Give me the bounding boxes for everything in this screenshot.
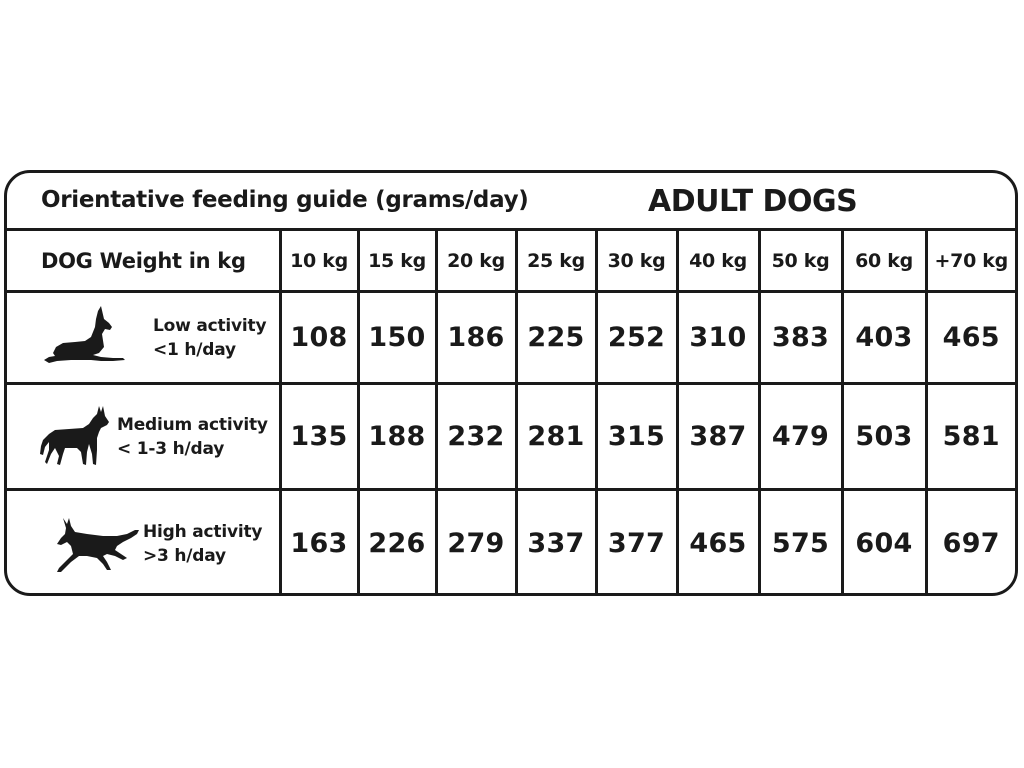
lying-dog-icon xyxy=(41,303,153,373)
feeding-value: 377 xyxy=(596,490,677,596)
weight-header-cell: 25 kg xyxy=(516,230,596,292)
feeding-value: 337 xyxy=(516,490,596,596)
standing-dog-icon xyxy=(37,402,113,472)
weight-header-row xyxy=(7,230,1015,292)
feeding-value: 697 xyxy=(926,490,1015,596)
feeding-value: 315 xyxy=(596,383,677,490)
weight-header-cell: 30 kg xyxy=(596,230,677,292)
medium-activity-row xyxy=(7,383,1015,490)
feeding-value: 108 xyxy=(280,292,358,383)
feeding-value: 479 xyxy=(759,383,842,490)
low-activity-row xyxy=(7,292,1015,383)
weight-header-cell: 10 kg xyxy=(280,230,358,292)
feeding-value: 465 xyxy=(926,292,1015,383)
title-row xyxy=(7,173,1015,231)
activity-label: Low activity xyxy=(153,315,267,336)
feeding-value: 403 xyxy=(842,292,926,383)
feeding-value: 310 xyxy=(677,292,759,383)
dog-weight-label: DOG Weight in kg xyxy=(7,230,280,292)
weight-header-cell: 20 kg xyxy=(436,230,516,292)
feeding-value: 465 xyxy=(677,490,759,596)
feeding-value: 503 xyxy=(842,383,926,490)
feeding-value: 135 xyxy=(280,383,358,490)
feeding-value: 279 xyxy=(436,490,516,596)
high-activity-row xyxy=(7,490,1015,596)
feeding-value: 252 xyxy=(596,292,677,383)
feeding-value: 188 xyxy=(358,383,436,490)
activity-cell xyxy=(7,383,280,490)
weight-header-cell: +70 kg xyxy=(926,230,1015,292)
weight-header-cell: 15 kg xyxy=(358,230,436,292)
feeding-guide-card xyxy=(4,170,1018,596)
feeding-value: 281 xyxy=(516,383,596,490)
feeding-table xyxy=(7,228,1015,596)
feeding-value: 226 xyxy=(358,490,436,596)
activity-label: High activity xyxy=(143,521,263,542)
feeding-value: 232 xyxy=(436,383,516,490)
feeding-value: 225 xyxy=(516,292,596,383)
activity-duration: < 1-3 h/day xyxy=(117,438,225,459)
feeding-guide-title: Orientative feeding guide (grams/day) xyxy=(41,187,529,213)
weight-header-cell: 50 kg xyxy=(759,230,842,292)
adult-dogs-heading: ADULT DOGS xyxy=(648,184,858,219)
feeding-value: 383 xyxy=(759,292,842,383)
activity-duration: <1 h/day xyxy=(153,339,236,360)
activity-cell xyxy=(7,490,280,596)
feeding-value: 604 xyxy=(842,490,926,596)
weight-header-cell: 40 kg xyxy=(677,230,759,292)
feeding-value: 186 xyxy=(436,292,516,383)
feeding-value: 575 xyxy=(759,490,842,596)
feeding-value: 150 xyxy=(358,292,436,383)
feeding-value: 581 xyxy=(926,383,1015,490)
running-dog-icon xyxy=(51,512,143,576)
activity-cell xyxy=(7,292,280,383)
weight-header-cell: 60 kg xyxy=(842,230,926,292)
feeding-value: 387 xyxy=(677,383,759,490)
activity-label: Medium activity xyxy=(117,414,268,435)
activity-duration: >3 h/day xyxy=(143,545,226,566)
feeding-value: 163 xyxy=(280,490,358,596)
